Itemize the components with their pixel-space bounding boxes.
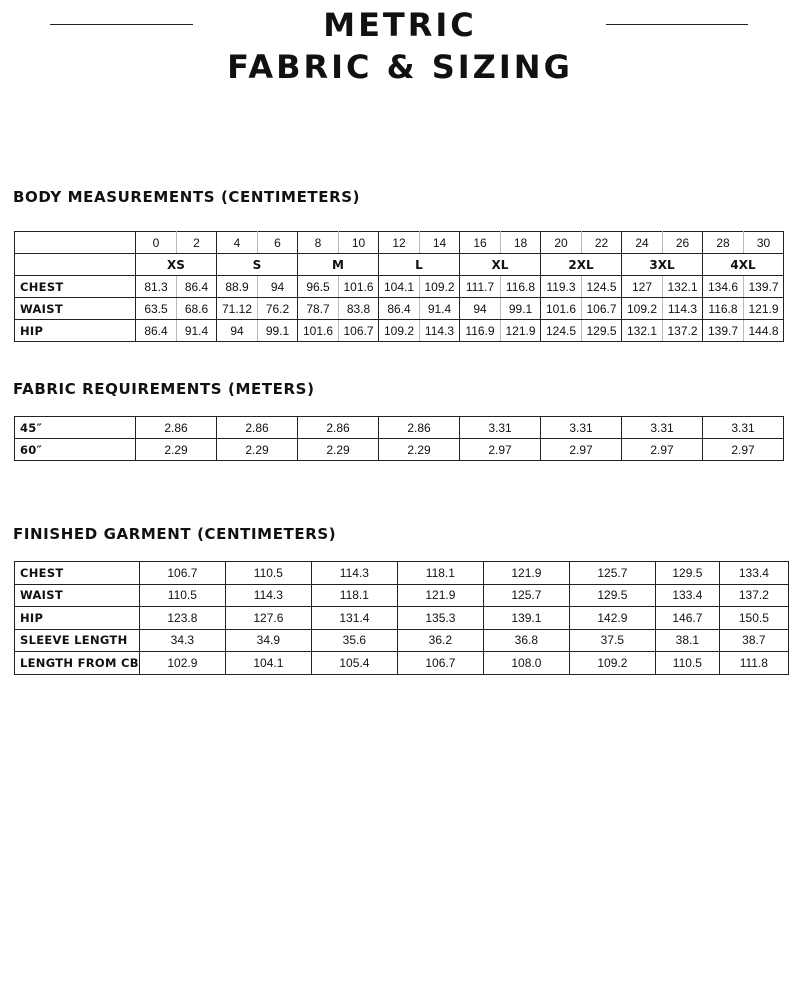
value-cell: 142.9: [569, 607, 655, 630]
row-label: 45″: [15, 417, 136, 439]
value-cell: 116.8: [501, 276, 541, 298]
fabric-requirements-table: [14, 416, 784, 461]
size-number-cell: 0: [136, 232, 177, 254]
value-cell: 91.4: [177, 320, 217, 342]
value-cell: 125.7: [483, 584, 569, 607]
value-cell: 2.86: [217, 417, 298, 439]
value-cell: 114.3: [225, 584, 311, 607]
value-cell: 68.6: [177, 298, 217, 320]
size-number-cell: 2: [177, 232, 217, 254]
value-cell: 2.29: [298, 439, 379, 461]
value-cell: 63.5: [136, 298, 177, 320]
value-cell: 2.97: [541, 439, 622, 461]
value-cell: 101.6: [541, 298, 582, 320]
value-cell: 35.6: [311, 629, 397, 652]
title-line-2: FABRIC & SIZING: [227, 48, 573, 86]
size-number-cell: 10: [339, 232, 379, 254]
size-number-cell: 26: [663, 232, 703, 254]
body-measurements-table: [14, 231, 784, 342]
size-number-cell: 18: [501, 232, 541, 254]
value-cell: 2.29: [136, 439, 217, 461]
value-cell: 108.0: [483, 652, 569, 675]
value-cell: 38.1: [655, 629, 719, 652]
value-cell: 34.3: [139, 629, 225, 652]
value-cell: 88.9: [217, 276, 258, 298]
body-measurements-title: BODY MEASUREMENTS (CENTIMETERS): [13, 188, 361, 206]
value-cell: 123.8: [139, 607, 225, 630]
size-number-cell: 6: [258, 232, 298, 254]
size-name-cell: XL: [460, 254, 541, 276]
value-cell: 78.7: [298, 298, 339, 320]
value-cell: 81.3: [136, 276, 177, 298]
value-cell: 127.6: [225, 607, 311, 630]
value-cell: 129.5: [655, 562, 719, 585]
value-cell: 2.86: [379, 417, 460, 439]
row-label: HIP: [15, 607, 140, 630]
size-number-cell: 22: [582, 232, 622, 254]
value-cell: 3.31: [622, 417, 703, 439]
value-cell: 94: [217, 320, 258, 342]
value-cell: 131.4: [311, 607, 397, 630]
value-cell: 137.2: [719, 584, 788, 607]
garment-row: [15, 652, 789, 675]
value-cell: 132.1: [622, 320, 663, 342]
value-cell: 114.3: [311, 562, 397, 585]
value-cell: 2.86: [136, 417, 217, 439]
value-cell: 129.5: [582, 320, 622, 342]
fabric-requirements-title: FABRIC REQUIREMENTS (METERS): [13, 380, 315, 398]
size-number-cell: 14: [420, 232, 460, 254]
value-cell: 2.97: [703, 439, 784, 461]
value-cell: 135.3: [397, 607, 483, 630]
value-cell: 2.97: [622, 439, 703, 461]
value-cell: 86.4: [379, 298, 420, 320]
row-label: HIP: [15, 320, 136, 342]
size-name-cell: XS: [136, 254, 217, 276]
value-cell: 137.2: [663, 320, 703, 342]
value-cell: 125.7: [569, 562, 655, 585]
size-name-row: [15, 254, 784, 276]
value-cell: 116.9: [460, 320, 501, 342]
size-number-cell: 30: [744, 232, 784, 254]
size-number-cell: 8: [298, 232, 339, 254]
value-cell: 104.1: [379, 276, 420, 298]
size-number-row: [15, 232, 784, 254]
value-cell: 121.9: [397, 584, 483, 607]
size-name-cell: 3XL: [622, 254, 703, 276]
value-cell: 133.4: [655, 584, 719, 607]
value-cell: 91.4: [420, 298, 460, 320]
value-cell: 109.2: [569, 652, 655, 675]
value-cell: 86.4: [177, 276, 217, 298]
size-number-cell: 16: [460, 232, 501, 254]
garment-row: [15, 629, 789, 652]
value-cell: 106.7: [139, 562, 225, 585]
value-cell: 124.5: [541, 320, 582, 342]
value-cell: 94: [258, 276, 298, 298]
value-cell: 127: [622, 276, 663, 298]
garment-row: [15, 562, 789, 585]
value-cell: 106.7: [582, 298, 622, 320]
value-cell: 36.2: [397, 629, 483, 652]
value-cell: 124.5: [582, 276, 622, 298]
value-cell: 3.31: [703, 417, 784, 439]
value-cell: 2.86: [298, 417, 379, 439]
fabric-row: [15, 417, 784, 439]
value-cell: 37.5: [569, 629, 655, 652]
value-cell: 102.9: [139, 652, 225, 675]
value-cell: 118.1: [311, 584, 397, 607]
value-cell: 111.7: [460, 276, 501, 298]
value-cell: 109.2: [379, 320, 420, 342]
size-number-cell: 24: [622, 232, 663, 254]
value-cell: 114.3: [420, 320, 460, 342]
value-cell: 109.2: [622, 298, 663, 320]
value-cell: 104.1: [225, 652, 311, 675]
value-cell: 2.97: [460, 439, 541, 461]
value-cell: 101.6: [339, 276, 379, 298]
value-cell: 38.7: [719, 629, 788, 652]
size-name-cell: L: [379, 254, 460, 276]
title-line-1: METRIC: [323, 6, 477, 44]
value-cell: 121.9: [501, 320, 541, 342]
row-label: LENGTH FROM CB: [15, 652, 140, 675]
value-cell: 34.9: [225, 629, 311, 652]
value-cell: 110.5: [139, 584, 225, 607]
value-cell: 110.5: [655, 652, 719, 675]
value-cell: 94: [460, 298, 501, 320]
value-cell: 116.8: [703, 298, 744, 320]
value-cell: 129.5: [569, 584, 655, 607]
finished-garment-title: FINISHED GARMENT (CENTIMETERS): [13, 525, 337, 543]
value-cell: 83.8: [339, 298, 379, 320]
value-cell: 71.12: [217, 298, 258, 320]
value-cell: 106.7: [397, 652, 483, 675]
value-cell: 132.1: [663, 276, 703, 298]
value-cell: 106.7: [339, 320, 379, 342]
measurement-row: [15, 298, 784, 320]
value-cell: 99.1: [501, 298, 541, 320]
size-name-cell: M: [298, 254, 379, 276]
value-cell: 118.1: [397, 562, 483, 585]
value-cell: 76.2: [258, 298, 298, 320]
value-cell: 2.29: [379, 439, 460, 461]
value-cell: 121.9: [744, 298, 784, 320]
value-cell: 114.3: [663, 298, 703, 320]
row-label: CHEST: [15, 562, 140, 585]
value-cell: 133.4: [719, 562, 788, 585]
value-cell: 109.2: [420, 276, 460, 298]
size-name-cell: 2XL: [541, 254, 622, 276]
measurement-row: [15, 320, 784, 342]
corner-cell: [15, 232, 136, 254]
value-cell: 150.5: [719, 607, 788, 630]
size-number-cell: 4: [217, 232, 258, 254]
finished-garment-table: [14, 561, 789, 675]
measurement-row: [15, 276, 784, 298]
garment-row: [15, 584, 789, 607]
corner-cell: [15, 254, 136, 276]
value-cell: 101.6: [298, 320, 339, 342]
size-name-cell: S: [217, 254, 298, 276]
value-cell: 146.7: [655, 607, 719, 630]
value-cell: 110.5: [225, 562, 311, 585]
value-cell: 139.1: [483, 607, 569, 630]
value-cell: 3.31: [460, 417, 541, 439]
value-cell: 139.7: [703, 320, 744, 342]
garment-row: [15, 607, 789, 630]
value-cell: 121.9: [483, 562, 569, 585]
row-label: CHEST: [15, 276, 136, 298]
value-cell: 3.31: [541, 417, 622, 439]
value-cell: 119.3: [541, 276, 582, 298]
value-cell: 134.6: [703, 276, 744, 298]
size-number-cell: 28: [703, 232, 744, 254]
size-name-cell: 4XL: [703, 254, 784, 276]
value-cell: 144.8: [744, 320, 784, 342]
size-number-cell: 20: [541, 232, 582, 254]
size-number-cell: 12: [379, 232, 420, 254]
value-cell: 96.5: [298, 276, 339, 298]
row-label: WAIST: [15, 298, 136, 320]
value-cell: 86.4: [136, 320, 177, 342]
value-cell: 2.29: [217, 439, 298, 461]
fabric-row: [15, 439, 784, 461]
value-cell: 36.8: [483, 629, 569, 652]
page-title: [0, 4, 800, 88]
row-label: SLEEVE LENGTH: [15, 629, 140, 652]
value-cell: 111.8: [719, 652, 788, 675]
value-cell: 99.1: [258, 320, 298, 342]
row-label: WAIST: [15, 584, 140, 607]
value-cell: 105.4: [311, 652, 397, 675]
value-cell: 139.7: [744, 276, 784, 298]
row-label: 60″: [15, 439, 136, 461]
